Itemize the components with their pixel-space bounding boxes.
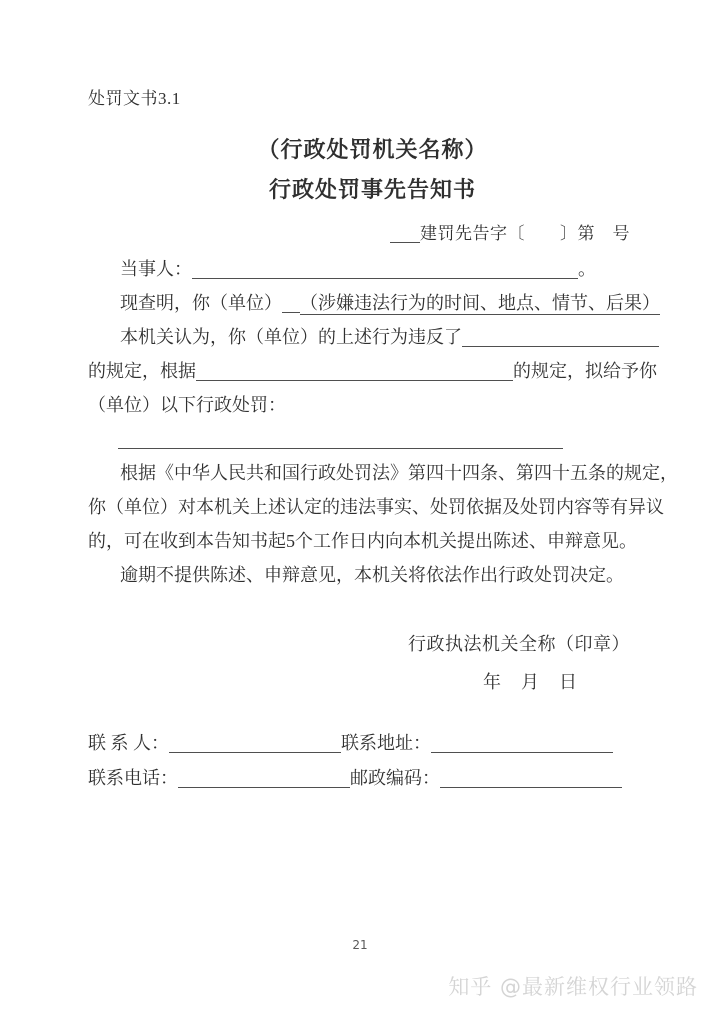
body-text: 联系地址： [341, 733, 431, 753]
body-text: 逾期不提供陈述、申辩意见，本机关将依法作出行政处罚决定。 [120, 565, 624, 585]
zhihu-watermark: 知乎 @最新维权行业领路 [448, 975, 698, 999]
fill-in-blank [462, 324, 659, 347]
body-line [88, 252, 673, 286]
body-line [88, 422, 673, 456]
signature-agency-line: 行政执法机关全称（印章） [408, 634, 630, 654]
underlined-text: （涉嫌违法行为的时间、地点、情节、后果） [300, 293, 660, 313]
body-text: 当事人： [120, 259, 192, 279]
body-text: 本机关认为，你（单位）的上述行为违反了 [120, 327, 462, 347]
fill-in-blank [169, 730, 341, 753]
fill-in-blank [431, 730, 613, 753]
body-line [88, 320, 673, 354]
fill-in-blank [118, 426, 563, 449]
body-text: 根据《中华人民共和国行政处罚法》第四十四条、第四十五条的规定， [120, 463, 678, 483]
body-text: 。 [578, 259, 596, 279]
document-body [88, 252, 678, 592]
body-text: 的规定，根据 [88, 361, 196, 381]
fill-in-blank [440, 765, 622, 788]
body-line [88, 726, 673, 761]
body-text: 的规定，拟给予你 [513, 361, 657, 381]
body-text: 联 系 人： [88, 733, 169, 753]
page-number: 21 [352, 938, 368, 952]
doc-number-text: 建罚先告字〔 〕第 号 [420, 224, 630, 243]
body-text: 你（单位）对本机关上述认定的违法事实、处罚依据及处罚内容等有异议 [88, 497, 664, 517]
body-line [88, 456, 678, 490]
document-title-agency: （行政处罚机关名称） [257, 137, 488, 162]
fill-in-blank [196, 358, 513, 381]
body-line [88, 490, 673, 524]
document-title-main: 行政处罚事先告知书 [268, 177, 476, 202]
body-line [88, 761, 673, 796]
fill-in-blank [192, 256, 578, 279]
body-line [88, 354, 673, 388]
body-text: （单位）以下行政处罚： [88, 395, 286, 415]
body-text: 联系电话： [88, 768, 178, 788]
signature-date-line: 年 月 日 [483, 672, 578, 692]
body-line [88, 286, 673, 320]
fill-in-blank [282, 290, 300, 313]
contact-section [88, 726, 673, 796]
doc-number-lead-blank [390, 223, 420, 243]
body-line [88, 558, 673, 592]
body-text: 现查明，你（单位） [120, 293, 282, 313]
body-text: 邮政编码： [350, 768, 440, 788]
body-line [88, 524, 673, 558]
body-line [88, 388, 673, 422]
body-text: 的，可在收到本告知书起5个工作日内向本机关提出陈述、申辩意见。 [88, 531, 637, 551]
fill-in-blank [178, 765, 350, 788]
doc-number-line [390, 219, 630, 244]
form-number-label: 处罚文书3.1 [88, 89, 181, 108]
